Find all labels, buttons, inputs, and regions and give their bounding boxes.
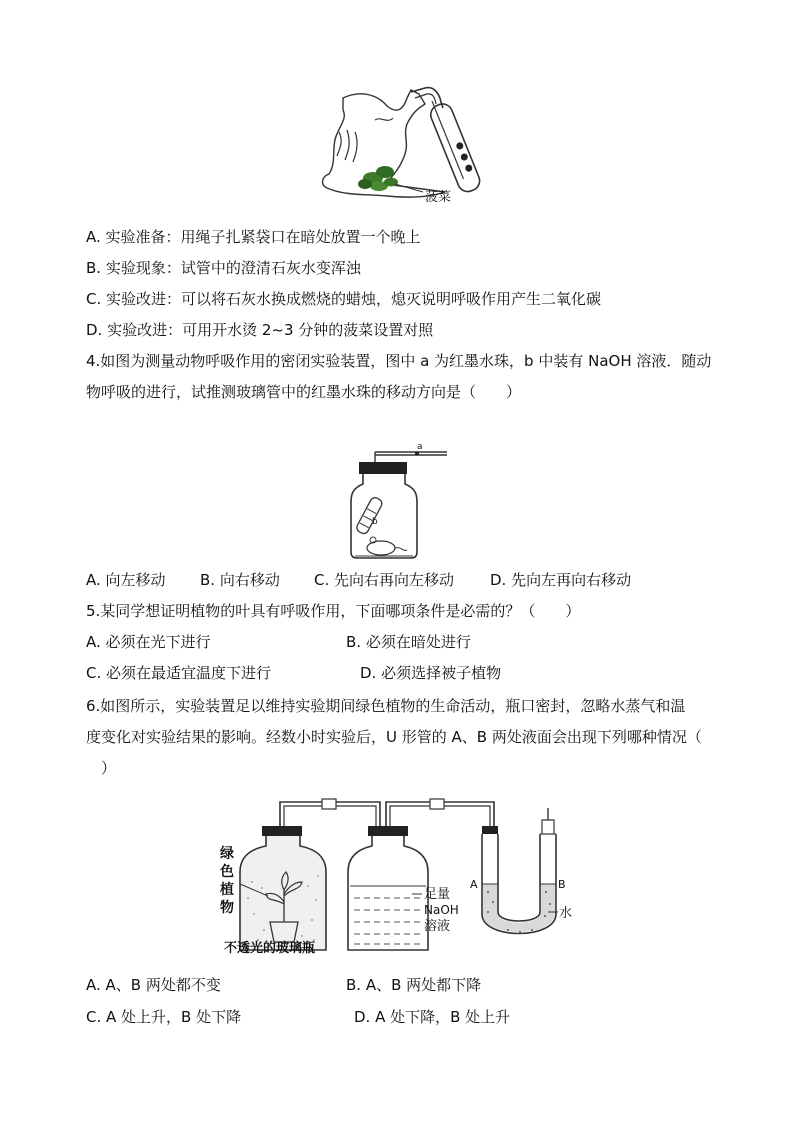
- q5-option-b: B. 必须在暗处进行: [346, 633, 471, 651]
- spinach-label: 菠菜: [425, 190, 452, 205]
- label-b-level: B: [558, 878, 566, 891]
- bottle-body: [351, 474, 417, 558]
- spinach-leaf-4: [358, 179, 372, 189]
- bag-wrinkle-2: [345, 130, 349, 160]
- q3-option-d: D. 实验改进：可用开水烫 2~3 分钟的菠菜设置对照: [86, 321, 434, 339]
- bubble-3: [464, 164, 473, 173]
- tube-joint-2: [430, 799, 444, 809]
- bubble-1: [455, 141, 464, 150]
- label-a: a: [417, 442, 423, 452]
- bag-wrinkle-1: [337, 132, 341, 156]
- bag-wrinkle-3: [353, 132, 357, 162]
- q4-stem-line-2: 物呼吸的进行，试推测玻璃管中的红墨水珠的移动方向是（ ）: [86, 383, 522, 401]
- naoh-liquid-lines: [354, 898, 422, 944]
- tube-inserted-pipe: [432, 101, 463, 179]
- red-ink-droplet: [415, 452, 419, 456]
- naoh-tube-mark-1: [367, 509, 376, 514]
- bottle1-stopper: [262, 826, 302, 836]
- opaque-bottle-caption: 不透光的玻璃瓶: [224, 941, 316, 956]
- naoh-tube: [355, 496, 383, 535]
- q3-option-a: A. 实验准备：用绳子扎紧袋口在暗处放置一个晚上: [86, 228, 421, 246]
- plant-label-4: 物: [220, 900, 234, 916]
- q5-option-c: C. 必须在最适宜温度下进行: [86, 664, 272, 682]
- spinach-leaf-5: [384, 178, 398, 187]
- q4-option-a: A. 向左移动: [86, 571, 166, 589]
- q6-option-d: D. A 处下降，B 处上升: [354, 1008, 511, 1026]
- mouse-body: [367, 541, 395, 555]
- bottle-stopper: [359, 462, 407, 474]
- q5-option-a: A. 必须在光下进行: [86, 633, 211, 651]
- q6-option-b: B. A、B 两处都下降: [346, 976, 482, 994]
- plant-label-2: 色: [220, 864, 234, 880]
- q4-stem-line-1: 4.如图为测量动物呼吸作用的密闭实验装置，图中 a 为红墨水珠，b 中装有 NaOH 溶液．随动: [86, 352, 712, 370]
- q6-stem-line-3: ）: [86, 759, 117, 777]
- spinach-leaf-2: [376, 166, 394, 178]
- plant-respiration-apparatus-figure: [218, 790, 580, 962]
- q4-option-b: B. 向右移动: [200, 571, 280, 589]
- naoh-tube-mark-3: [360, 523, 369, 528]
- plant-label-3: 植: [220, 882, 234, 898]
- bottle2-stopper: [368, 826, 408, 836]
- naoh-label-2: NaOH: [424, 903, 459, 917]
- q3-option-b: B. 实验现象：试管中的澄清石灰水变浑浊: [86, 259, 361, 277]
- bottle2-body: [348, 836, 428, 950]
- q4-option-c: C. 先向右再向左移动: [314, 571, 455, 589]
- bubble-2: [460, 152, 469, 161]
- label-a-level: A: [470, 878, 478, 891]
- q5-stem: 5.某同学想证明植物的叶具有呼吸作用，下面哪项条件是必需的？（ ）: [86, 602, 581, 620]
- animal-respiration-bottle-figure: [345, 440, 455, 562]
- q3-option-c: C. 实验改进：可以将石灰水换成燃烧的蜡烛，熄灭说明呼吸作用产生二氧化碳: [86, 290, 602, 308]
- plant-label-1: 绿: [220, 846, 234, 862]
- tube-joint-1: [322, 799, 336, 809]
- label-b: b: [372, 517, 378, 527]
- test-tube: [428, 101, 483, 195]
- water-label: 水: [559, 906, 573, 921]
- q6-stem-line-2: 度变化对实验结果的影响。经数小时实验后，U 形管的 A、B 两处液面会出现下列哪种情况（: [86, 728, 702, 746]
- q5-option-d: D. 必须选择被子植物: [360, 664, 502, 682]
- q4-option-d: D. 先向左再向右移动: [490, 571, 632, 589]
- spinach-bag-figure: [315, 80, 500, 210]
- u-tube-left-stopper: [482, 826, 498, 834]
- mouse-tail: [395, 548, 407, 551]
- u-tube-water: [483, 884, 555, 932]
- u-tube-right-cap: [542, 820, 554, 834]
- bag-wrinkle-4: [375, 118, 393, 120]
- q6-option-c: C. A 处上升，B 处下降: [86, 1008, 242, 1026]
- u-tube-inner: [498, 834, 540, 921]
- q6-option-a: A. A、B 两处都不变: [86, 976, 221, 994]
- bottle1-body: [240, 836, 326, 950]
- naoh-label-1: 足量: [424, 887, 451, 902]
- q6-stem-line-1: 6.如图所示，实验装置足以维持实验期间绿色植物的生命活动，瓶口密封，忽略水蒸气和温: [86, 697, 686, 715]
- naoh-label-3: 溶液: [424, 919, 451, 934]
